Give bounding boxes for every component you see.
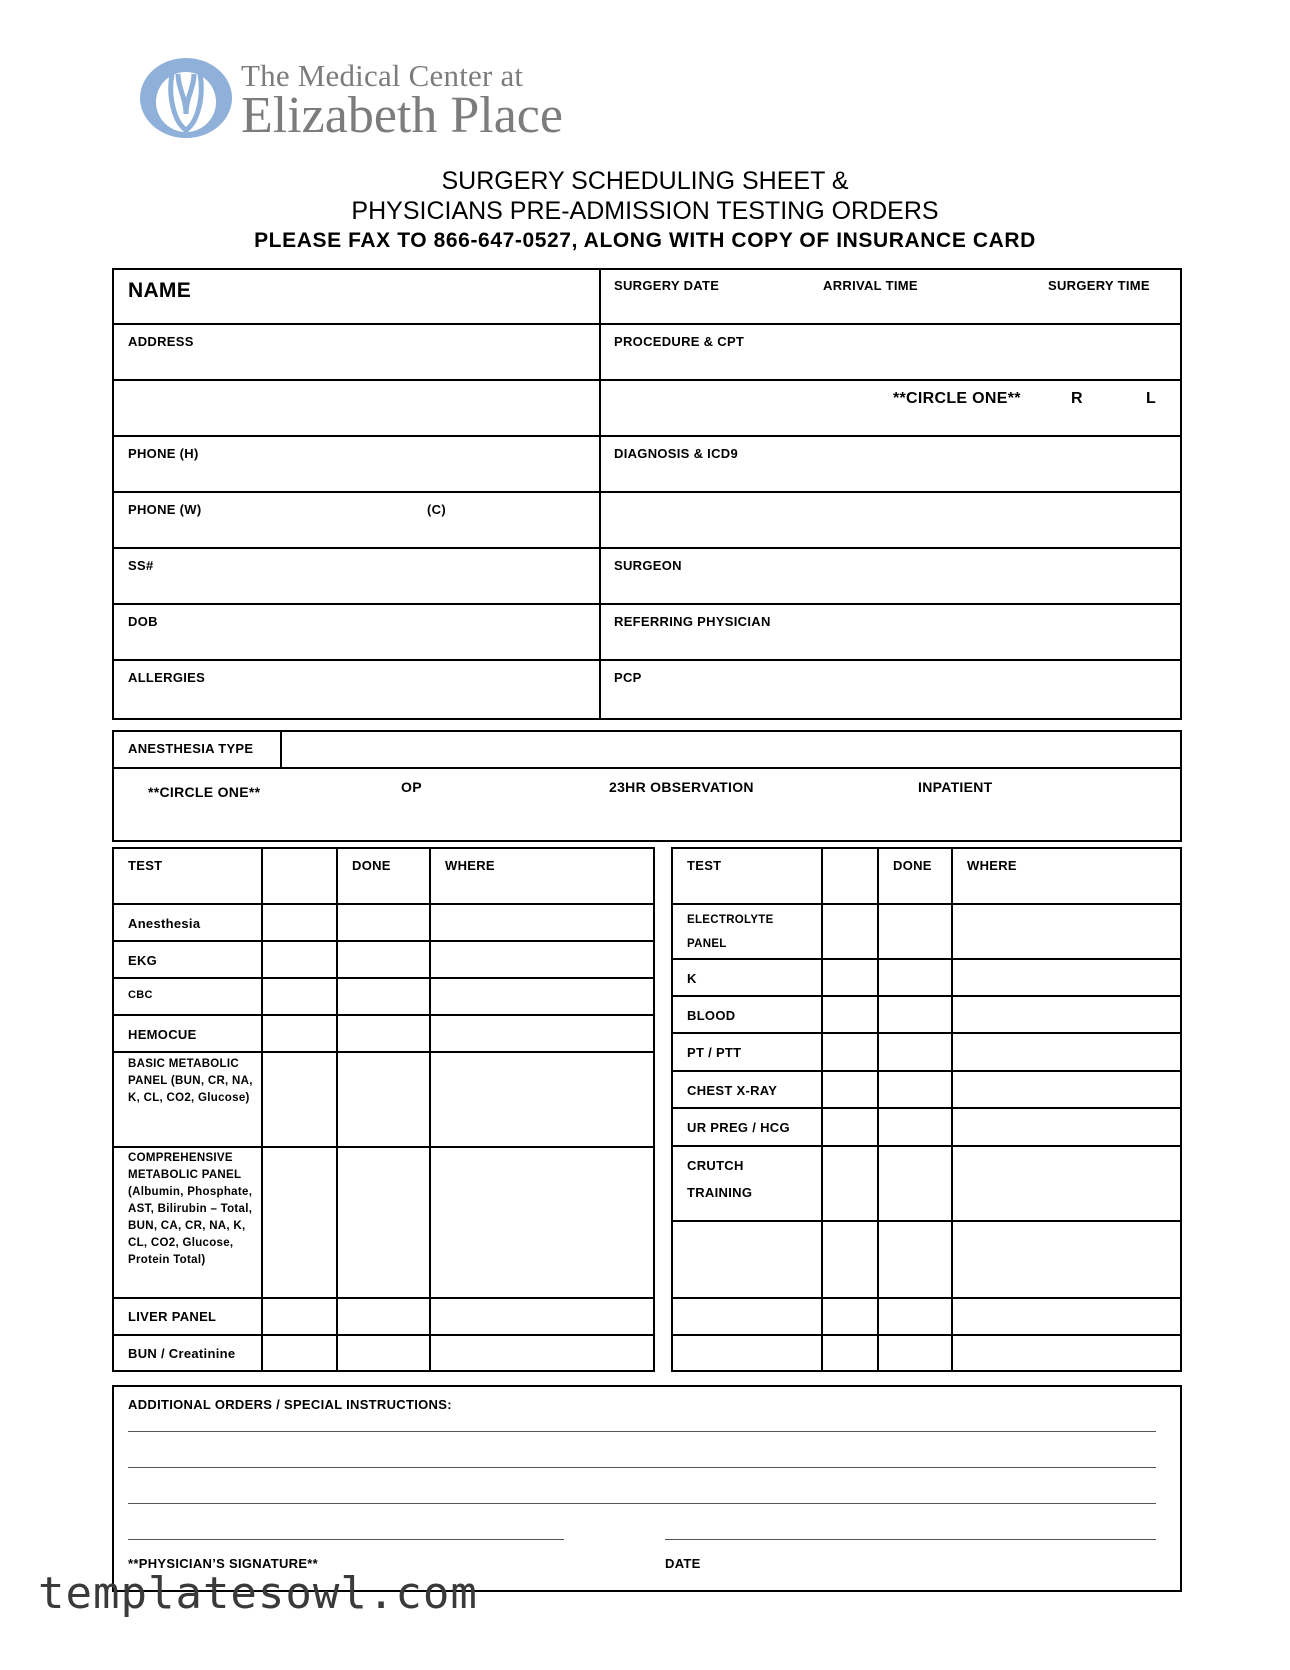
admission-option-op[interactable]: OP [401, 779, 422, 795]
allergies-field[interactable]: ALLERGIES [128, 670, 206, 685]
phone-home-field[interactable]: PHONE (H) [128, 446, 199, 461]
procedure-cpt-field[interactable]: PROCEDURE & CPT [614, 334, 745, 349]
instructions-line-3[interactable] [128, 1503, 1156, 1504]
phone-work-field[interactable]: PHONE (W) [128, 502, 202, 517]
test-row-crutch-training: CRUTCH TRAINING [687, 1158, 753, 1200]
test-row-k: K [687, 971, 697, 986]
test-row-hemocue: HEMOCUE [128, 1027, 197, 1042]
test-row-comprehensive-metabolic-panel: COMPREHENSIVE METABOLIC PANEL (Albumin, Phosphate, AST, Bilirubin – Total, BUN, CA, CR, NA, K, CL, CO2, Glucose, Protein Total) [128, 1152, 253, 1266]
phone-cell-field[interactable]: (C) [427, 502, 446, 517]
diagnosis-icd9-field[interactable]: DIAGNOSIS & ICD9 [614, 446, 738, 461]
admission-option-inpatient[interactable]: INPATIENT [918, 779, 993, 795]
ssn-field[interactable]: SS# [128, 558, 154, 573]
physician-signature-label: **PHYSICIAN’S SIGNATURE** [128, 1556, 319, 1571]
signature-line[interactable] [128, 1539, 564, 1540]
medical-center-logo [138, 56, 578, 146]
arrival-time-field[interactable]: ARRIVAL TIME [823, 278, 918, 293]
watermark: templatesowl.com [38, 1568, 478, 1619]
form-subtitle: PHYSICIANS PRE-ADMISSION TESTING ORDERS [351, 197, 939, 225]
anesthesia-type-field[interactable]: ANESTHESIA TYPE [128, 741, 254, 756]
left-header-where: WHERE [445, 858, 495, 873]
form-title: SURGERY SCHEDULING SHEET & [441, 167, 849, 195]
test-row-ur-preg-hcg: UR PREG / HCG [687, 1120, 790, 1135]
surgeon-field[interactable]: SURGEON [614, 558, 682, 573]
admission-circle-one-label: **CIRCLE ONE** [148, 784, 261, 800]
date-line[interactable] [665, 1539, 1156, 1540]
instructions-line-1[interactable] [128, 1431, 1156, 1432]
surgery-time-field[interactable]: SURGERY TIME [1048, 278, 1150, 293]
instructions-line-2[interactable] [128, 1467, 1156, 1468]
test-row-blood: BLOOD [687, 1008, 736, 1023]
referring-physician-field[interactable]: REFERRING PHYSICIAN [614, 614, 771, 629]
right-header-test: TEST [687, 858, 722, 873]
side-option-r[interactable]: R [1071, 390, 1083, 407]
test-row-bun-creatinine: BUN / Creatinine [128, 1346, 236, 1361]
side-option-l[interactable]: L [1146, 390, 1157, 407]
test-row-cbc: CBC [128, 989, 153, 1001]
logo-line-2: Elizabeth Place [241, 87, 563, 144]
logo-line-1: The Medical Center at [241, 58, 524, 93]
left-header-test: TEST [128, 858, 163, 873]
test-row-basic-metabolic-panel: BASIC METABOLIC PANEL (BUN, CR, NA, K, CL, CO2, Glucose) [128, 1058, 253, 1104]
logo-emblem-icon [138, 56, 234, 140]
address-field[interactable]: ADDRESS [128, 334, 194, 349]
test-row-liver-panel: LIVER PANEL [128, 1309, 217, 1324]
pcp-field[interactable]: PCP [614, 670, 642, 685]
test-row-anesthesia: Anesthesia [128, 916, 201, 931]
test-row-chest-xray: CHEST X-RAY [687, 1083, 778, 1098]
test-row-electrolyte-panel: ELECTROLYTE PANEL [687, 914, 774, 950]
date-label: DATE [665, 1556, 701, 1571]
name-field[interactable]: NAME [128, 279, 192, 302]
test-row-ekg: EKG [128, 953, 158, 968]
additional-orders-label: ADDITIONAL ORDERS / SPECIAL INSTRUCTIONS: [128, 1397, 452, 1412]
fax-instructions: PLEASE FAX TO 866-647-0527, ALONG WITH COPY OF INSURANCE CARD [254, 229, 1036, 252]
surgery-date-field[interactable]: SURGERY DATE [614, 278, 720, 293]
left-header-done: DONE [352, 858, 391, 873]
right-header-done: DONE [893, 858, 932, 873]
dob-field[interactable]: DOB [128, 614, 158, 629]
admission-option-23hr-observation[interactable]: 23HR OBSERVATION [609, 779, 754, 795]
test-row-pt-ptt: PT / PTT [687, 1045, 742, 1060]
right-header-where: WHERE [967, 858, 1017, 873]
side-circle-one-label: **CIRCLE ONE** [893, 390, 1021, 407]
